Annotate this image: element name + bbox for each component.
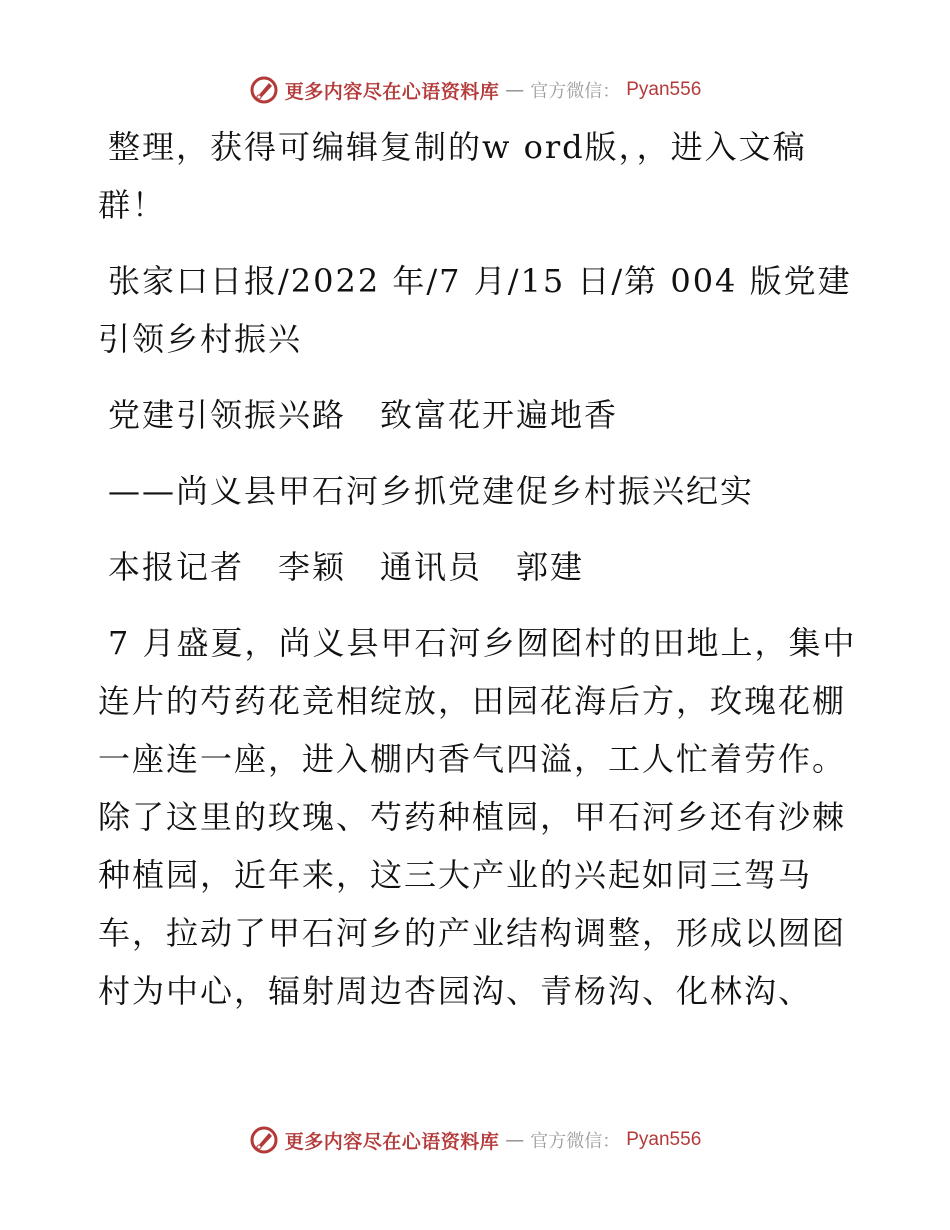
watermark-separator: — — [505, 1129, 525, 1151]
watermark-wechat-id: Pyan556 — [626, 79, 702, 100]
article-headline: 党建引领振兴路 致富花开遍地香 — [108, 396, 619, 434]
watermark-official-label: 官方微信： — [530, 1131, 621, 1152]
watermark-separator: — — [505, 79, 525, 101]
document-body — [98, 118, 858, 1038]
intro-paragraph: 整理，获得可编辑复制的w ord版，，进入文稿群！ — [98, 128, 807, 224]
watermark-official-label: 官方微信： — [530, 81, 621, 102]
header-watermark — [0, 70, 950, 110]
body-paragraph: 7 月盛夏，尚义县甲石河乡囫囵村的田地上，集中连片的芍药花竞相绽放，田园花海后方，玫瑰花棚一座连一座，进入棚内香气四溢，工人忙着劳作。除了这里的玫瑰、芍药种植园，甲石河乡还有沙棘种植园，近年来，这三大产业的兴起如同三驾马车，拉动了甲石河乡的产业结构调整，形成以囫囵村为中心，辐射周边杏园沟、青杨沟、化林沟、 — [98, 624, 857, 1010]
pen-circle-logo-icon — [249, 1125, 279, 1155]
source-line: 张家口日报/2022 年/7 月/15 日/第 004 版党建引领乡村振兴 — [98, 262, 852, 358]
footer-watermark — [0, 1120, 950, 1160]
pen-circle-logo-icon — [249, 75, 279, 105]
watermark-wechat-id: Pyan556 — [626, 1129, 702, 1150]
article-subheadline: ——尚义县甲石河乡抓党建促乡村振兴纪实 — [108, 472, 755, 510]
watermark-site-text: 更多内容尽在心语资料库 — [284, 1130, 500, 1153]
byline: 本报记者 李颖 通讯员 郭建 — [108, 548, 585, 586]
watermark-site-text: 更多内容尽在心语资料库 — [284, 80, 500, 103]
